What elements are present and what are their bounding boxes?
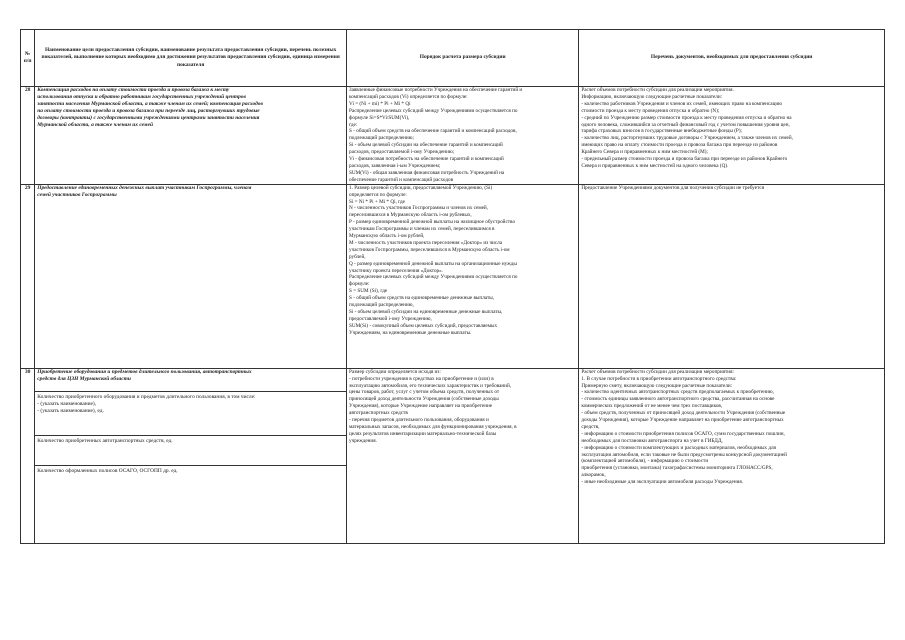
calculation-text-line: - потребности учреждения в средствах на приобретение и (или) в [349,375,494,382]
purpose-text-line: использования отпуска и обратно работникам государственных учреждений центров [37,94,246,101]
calculation-text-line: переселившихся в Мурманскую область i-ом рублевых, [349,212,472,219]
subsidy-table [20,29,885,544]
documents-text-line: - стоимость единицы заявленного автотранспортного средства, рассчитанная на основе [581,396,775,403]
header-calculation-procedure: Порядок расчета размера субсидии [347,30,579,87]
calculation-text-line: формуле Si=S*Vi/SUM(Vi), [349,114,410,121]
indicator-text-line: Количество приобретенных автотранспортных средств, ед. [37,438,173,445]
documents-text-line: - информацию о стоимости комплектующих и расходных материалов, необходимых для [581,444,776,451]
header-required-documents: Перечень документов, необходимых для предоставления субсидии [579,30,885,87]
documents-text-line: - количество работников Учреждения и членов их семей, имеющих право на компенсацию [581,100,783,107]
calculation-text-line: предоставляемой i-ому Учреждению, [349,315,432,322]
header-subsidy-purpose: Наименование цели предоставления субсидии, наименование результата предоставления субсидии, перечень полезных показателей, выполнение которых необходимо для достижения результатов предоставления субсидии, единица измерения показателя [35,30,347,87]
subsidy-purpose-cell [35,87,347,185]
documents-text-line: Информацию, включающую следующие расчетные показатели: [581,93,723,100]
calculation-text-line: S - общий объем средств на единовременные денежные выплаты, [349,295,494,302]
calculation-text-line: подлежащий распределению; [349,135,415,142]
indicator-text-line: Количество приобретенного оборудования и предметов длительного пользования, в том числе: [37,393,256,400]
calculation-text-line: Si - объем целевой субсидии на обеспечение гарантий и компенсаций [349,142,503,149]
documents-text-line: алкорамок, [581,472,606,479]
calculation-text-line: Vi = (Ni + mi) * Pi + Mi * Qi [349,100,411,107]
calculation-text-line: где: [349,121,358,128]
calculation-text-line: подлежащий распределению, [349,302,414,309]
purpose-text-line: Компенсация расходов на оплату стоимости проезда и провоза багажа к месту [37,87,230,93]
calculation-text-line: компенсаций расходов (Vi) определяется по формуле: [349,93,468,100]
subsidy-purpose-cell [35,184,347,368]
calculation-text-line: автотранспортных средств [349,410,408,417]
calculation-text-line: участникам Госпрограммы и членам их семей, переселившимся в [349,226,495,233]
calculation-text-line: S = SUM (Si), где [349,288,388,295]
calculation-text-line: 1. Размер целевой субсидии, предоставляемой Учреждению, (Si) [349,184,493,191]
documents-cell [579,184,885,368]
documents-text-line: эксплуатации автомобиля, если таковые не были предусмотрены конкурсной документацией [581,451,787,458]
calculation-text-line: расходов, предоставляемой i-ому Учреждению; [349,149,455,156]
calculation-text-line: Si = Ni * Pi + Mi * Qi, где [349,198,405,205]
documents-text-line: приобретения (установки, монтажа) тахографа/системы мониторинга ГЛОНАСС/GPS, [581,465,773,472]
documents-text-line: доходы Учреждения), которые Учреждение направляет на приобретение автотранспортных [581,417,784,424]
documents-text-line: - предельный размер стоимости проезда и провоза багажа при переезде из районов Крайнего [581,156,788,163]
documents-text-line: необходимых для постановки автотранспорта на учет в ГИБДД, [581,437,723,444]
calculation-text-line: SUM(Vi) - общая заявленная финансовая потребность Учреждений на [349,169,505,176]
purpose-text-line: занятости населения Мурманской области, а также членам их семей; компенсация расходов [37,101,263,108]
documents-text-line: средств, [581,423,600,430]
calculation-text-line: эксплуатацию автомобиля, его технических характеристик и требований, [349,382,512,389]
calculation-text-line: N - численность участников Госпрограммы и членов их семей, [349,205,488,212]
documents-text-line: - количество идентичных автотранспортных средств предполагаемых к приобретению, [581,389,774,396]
table-row [21,368,885,543]
purpose-text-line: договоры (контракты) с государственными учреждениями центрами занятости населения [37,115,260,122]
calculation-text-line: формуле: [349,281,370,288]
documents-text-line: - информацию о стоимости приобретения полисов ОСАГО, сумм государственных пошлин, [581,430,785,437]
calculation-text-line: участников Госпрограммы, переселившихся в Мурманскую область i-ом [349,246,510,253]
calculation-text-line: расходов, заявленная i-ым Учреждением; [349,162,441,169]
purpose-text-line: Приобретение оборудования и предметов длительного пользования, автотранспортных [37,368,252,375]
subsidy-purpose-cell [35,368,347,543]
documents-text-line: Крайнего Севера и приравненных к ним местностей (M); [581,149,708,156]
documents-text-line: - иные необходимые для эксплуатации автомобиля расходы Учреждения. [581,479,744,486]
documents-text-line: одного человека, сложившийся за отчетный финансовый год с учетом повышения уровня цен, [581,121,790,128]
calculation-text-line: Мурманскую область i-ом рублей, [349,233,425,240]
calculation-text-line: определяется по формуле: [349,191,407,198]
header-number: № п/п [21,30,35,87]
calculation-text-line: Учреждениям, на единовременные денежные выплаты. [349,329,472,336]
calculation-text-line: Размер субсидии определяется исходя из: [349,368,441,375]
documents-text-line: - объем средств, полученных от приносящей доход деятельности Учреждения (собственные [581,410,786,417]
documents-text-line: (комплектацией автомобиля), - информацию о стоимости [581,458,709,465]
calculation-text-line: SUM(Si) - совокупный объем целевых субсидий, предоставляемых [349,322,498,329]
calculation-text-line: приносящей доход деятельности Учреждения (собственные доходы [349,396,499,403]
calculation-text-line: Vi - финансовая потребность на обеспечение гарантий и компенсаций [349,156,504,163]
purpose-text-line: на оплату стоимости проезда и провоза багажа при переезде лиц, расторгнувших трудовые [37,108,260,115]
documents-text-line: Примерную смету, включающую следующие расчетные показатели: [581,382,733,389]
calculation-cell [347,368,579,543]
calculation-text-line: Si - объем целевой субсидии на единовременные денежные выплаты, [349,309,503,315]
documents-text-line: Предоставление Учреждениями документов для получения субсидии не требуется [581,184,765,191]
calculation-text-line: M - численность участников проекта переселения «Доктор» из числа [349,239,503,246]
calculation-text-line: рублей, [349,253,366,260]
documents-text-line: имеющих право на оплату стоимости проезда и провоза багажа при переезде из районов [581,142,778,149]
row-number: 28 [21,87,35,185]
calculation-text-line: обеспечение гарантий и компенсаций расходов [349,176,454,183]
documents-text-line: - количество лиц, расторгнувших трудовые договоры с Учреждением, а также членов их семей, [581,135,793,142]
calculation-text-line: Учреждения), которые Учреждение направляет на приобретение [349,403,493,410]
calculation-cell [347,87,579,185]
calculation-text-line: S - общий объем средств на обеспечение гарантий и компенсаций расходов, [349,128,517,135]
indicator-block [35,465,346,475]
documents-cell [579,368,885,543]
calculation-text-line: участнику проекта переселения «Доктор». [349,267,444,274]
calculation-cell [347,184,579,368]
calculation-text-line: Распределение целевых субсидий между Учреждениями осуществляется по [349,274,518,281]
calculation-text-line: Q - размер единовременной денежной выплаты на организационные нужды [349,260,517,267]
documents-text-line: стоимости проезда к месту проведения отпуска и обратно (N); [581,107,720,114]
purpose-text-line: семей участников Госпрограммы [37,191,117,198]
documents-cell [579,87,885,185]
documents-text-line: тарифа страховых взносов в государственные внебюджетные фонды (P); [581,128,742,135]
documents-text-line: Расчет объемов потребности субсидии для реализации мероприятия. [581,87,734,93]
calculation-text-line: материальных запасов, необходимых для функционирования учреждения, в [349,423,517,430]
indicator-block [35,391,346,415]
documents-text-line: - средний по Учреждению размер стоимости проезда к месту проведения отпуска и обратно на [581,114,792,121]
calculation-text-line: цены товаров, работ, услуг с учетом объема средств, полученных от [349,389,500,396]
purpose-text-line: Мурманской области, а также членам их семей [37,122,154,129]
documents-text-line: 1. В случае потребности в приобретении автотранспортного средства: [581,375,737,382]
calculation-text-line: - перечня предметов длительного пользования, оборудования и [349,417,489,424]
calculation-text-line: учреждения. [349,437,377,444]
purpose-text-line: средств для ЦЗН Мурманской области [37,375,131,382]
documents-text-line: коммерческих предложений от не менее чем трех поставщиков, [581,403,723,410]
calculation-text-line: целях результатов инвентаризации материально-технической базы [349,430,497,437]
documents-text-line: Севера и приравненных к ним местностей на одного человека (Q). [581,162,729,169]
purpose-text-line: Предоставление единовременных денежных выплат участникам Госпрограммы, членам [37,184,252,191]
calculation-text-line: Распределение целевых субсидий между Учреждениями осуществляется по [349,107,518,114]
indicator-text-line: Количество оформленных полисов ОСАГО, ОСГОПП др. ед. [37,468,178,475]
indicator-block [35,435,346,445]
table-header-row [21,30,885,87]
indicator-text-line: - (указать наименование), [37,400,97,407]
table-row [21,87,885,185]
calculation-text-line: P - размер единовременной денежной выплаты на жилищное обустройство [349,219,516,226]
calculation-text-line: Заявленные финансовые потребности Учреждения на обеспечение гарантий и [349,87,523,93]
indicator-text-line: - (указать наименование), ед. [37,408,104,415]
row-number: 30 [21,368,35,543]
table-row [21,184,885,368]
documents-text-line: Расчет объемов потребности субсидии для реализации мероприятия: [581,368,734,375]
row-number: 29 [21,184,35,368]
